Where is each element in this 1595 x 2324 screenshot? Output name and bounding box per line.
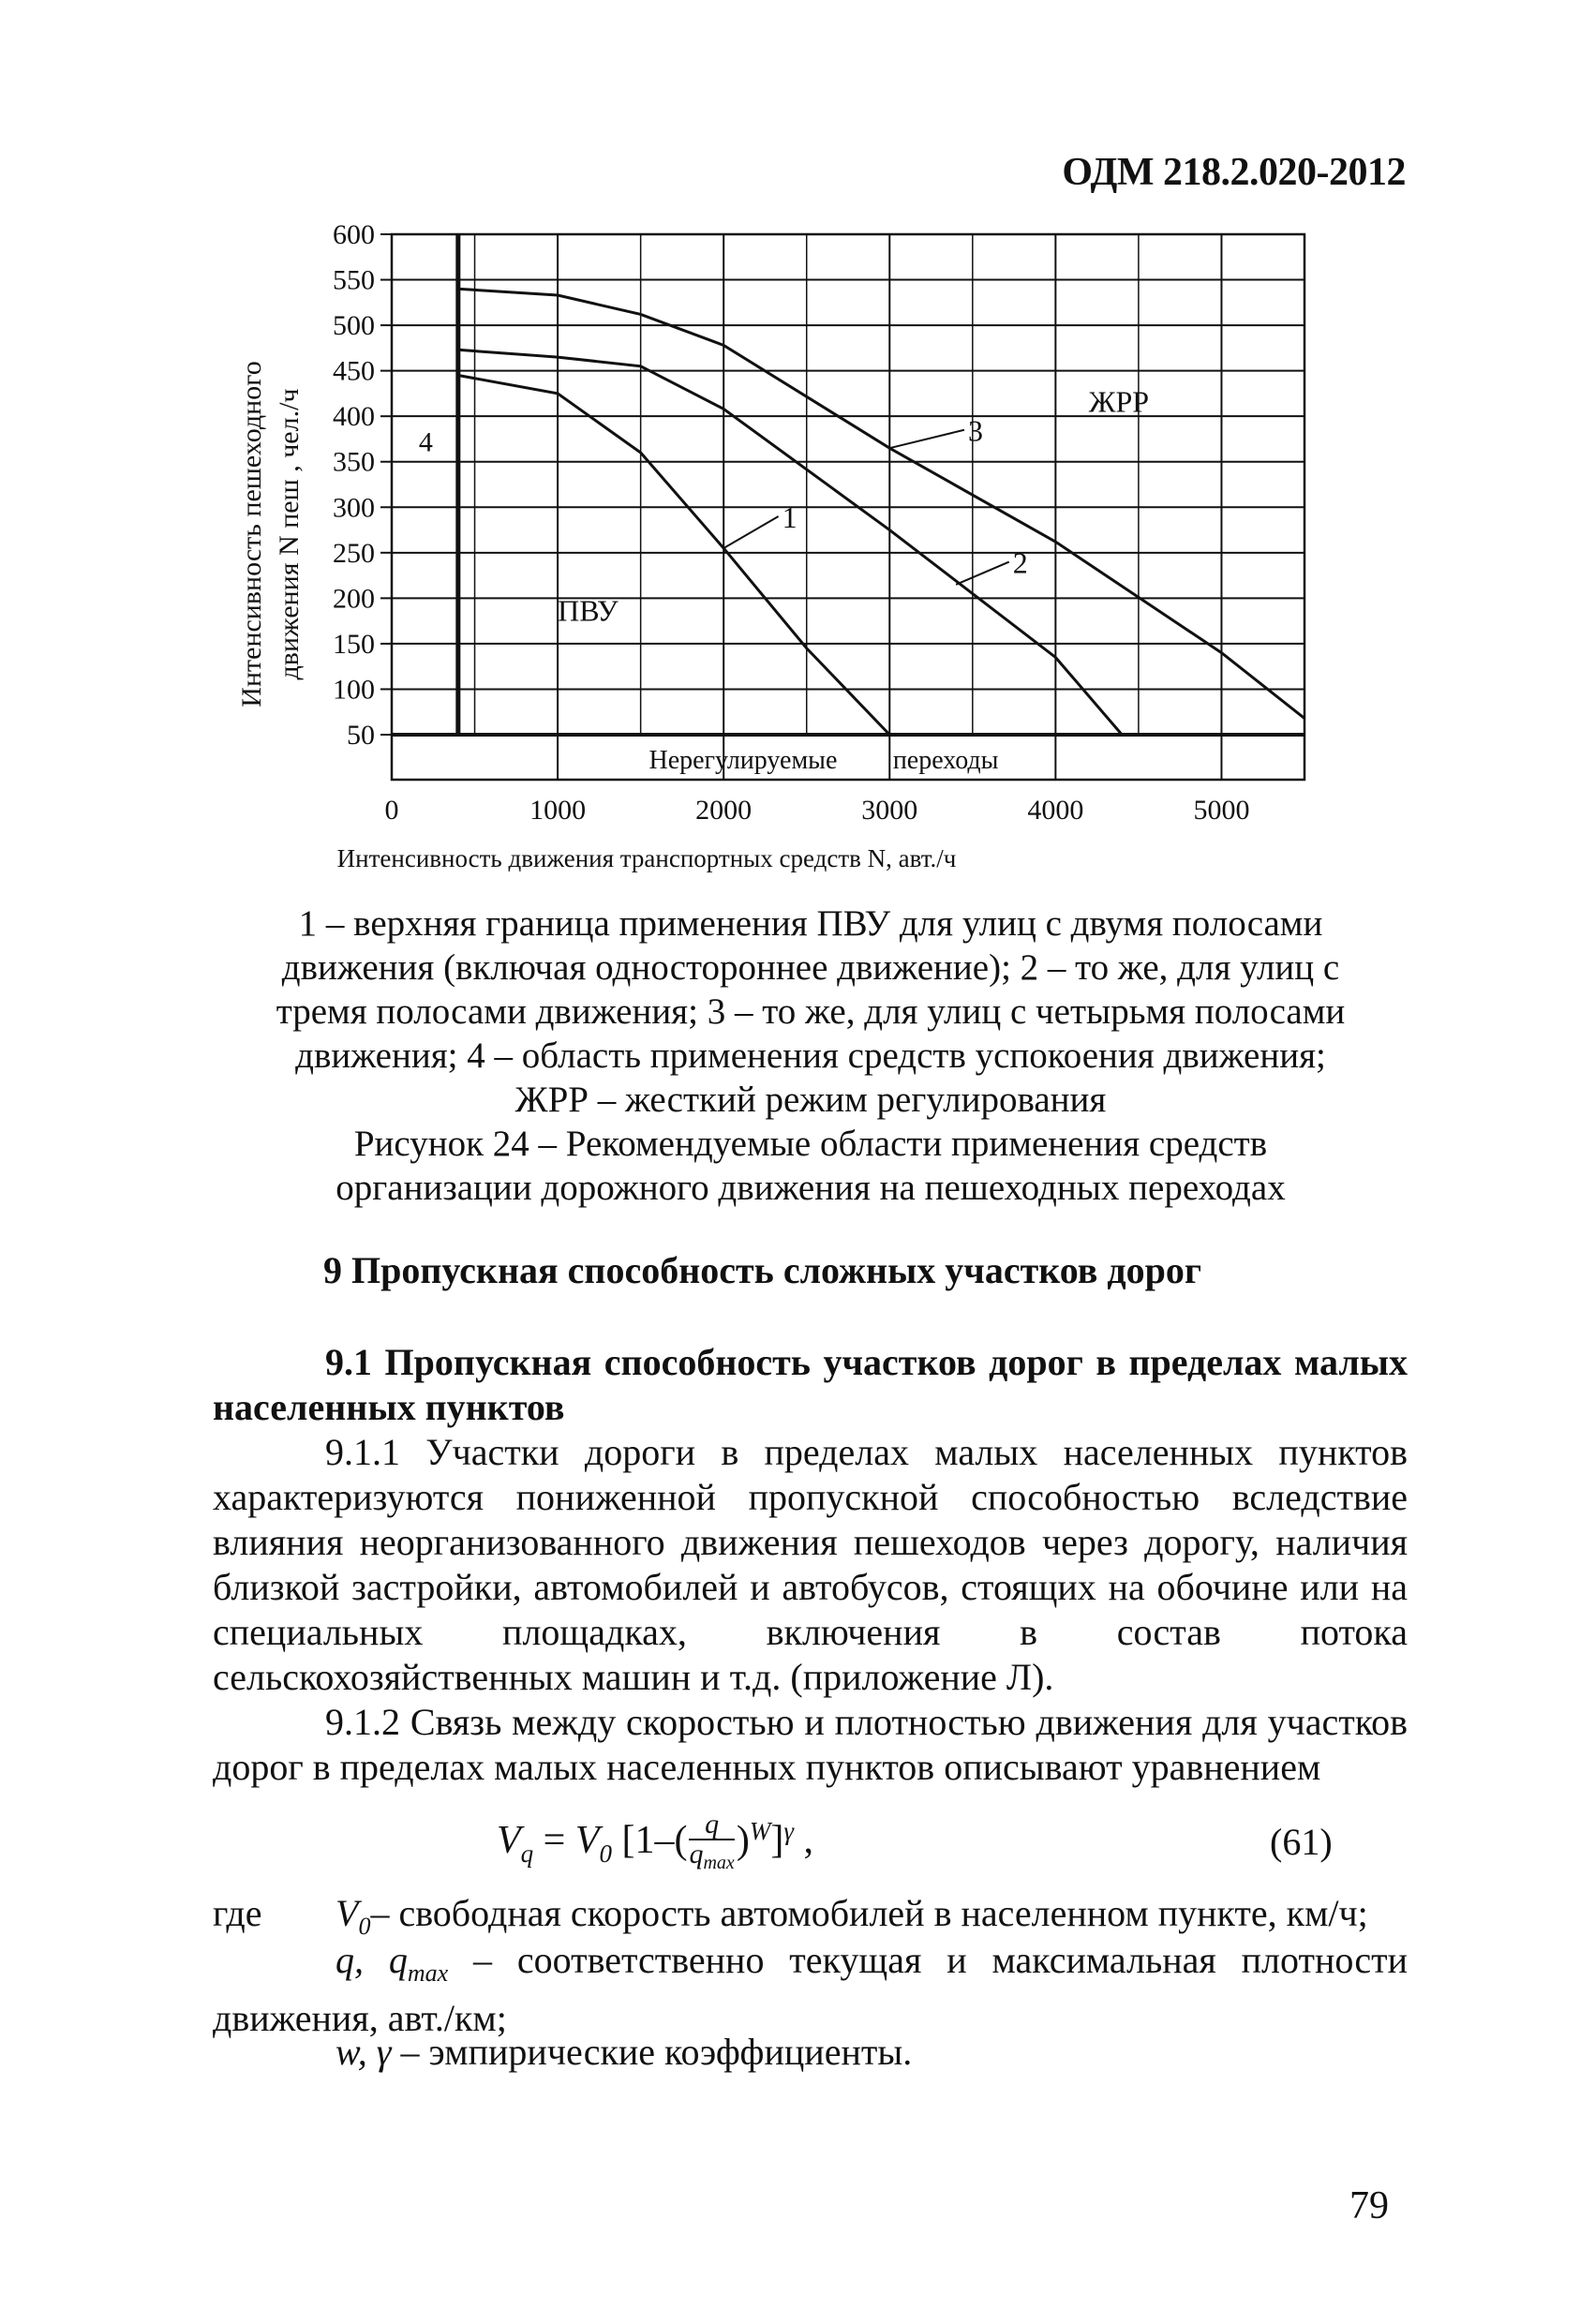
symbol-q: q, q — [335, 1939, 408, 1981]
subsection-heading: 9.1 Пропускная способность участков дорог в пределах малых населенных пунктов — [213, 1341, 1408, 1428]
formula-lhs: V — [497, 1819, 521, 1863]
definition-v0-text: – свободная скорость автомобилей в населенном пункте, км/ч; — [370, 1892, 1368, 1934]
y-tick-label: 500 — [333, 310, 375, 342]
formula-61 — [497, 1810, 813, 1877]
figure-title-line: Рисунок 24 – Рекомендуемые области применения средств — [353, 1124, 1268, 1164]
y-tick-label: 250 — [333, 537, 375, 569]
y-tick-label: 350 — [333, 446, 375, 478]
curve-label-1: 1 — [782, 499, 798, 534]
symbol-q-sub: max — [407, 1959, 449, 1987]
definition-q — [213, 1938, 1408, 2041]
formula-lhs-sub: q — [520, 1840, 534, 1869]
paragraph-9-1-1: 9.1.1 Участки дороги в пределах малых населенных пунктов характеризуются пониженной пропускной способностью вследствие влияния неорганизованного движения пешеходов через дорогу, наличия близкой застройки, автомобилей и автобусов, стоящих на обочине или на специальных площадках, включения в состав потока сельскохозяйственных машин и т.д. (приложение Л). — [213, 1431, 1408, 1698]
symbol-w-gamma: w, γ — [335, 2031, 392, 2073]
definition-v0 — [335, 1891, 1408, 1941]
chart-curves — [458, 289, 1304, 735]
definition-w-gamma — [335, 2030, 912, 2074]
curve-1 — [458, 375, 889, 735]
formula-v0-sub: 0 — [599, 1840, 612, 1869]
formula-bracket: ] — [770, 1819, 784, 1863]
x-tick-label: 4000 — [1027, 795, 1084, 826]
figure-title-line: организации дорожного движения на пешеходных переходах — [335, 1168, 1286, 1208]
crossings-label: переходы — [892, 746, 999, 775]
leader-2 — [956, 562, 1009, 585]
symbol-v0-sub: 0 — [358, 1913, 371, 1940]
x-tick-label: 5000 — [1193, 795, 1250, 826]
y-tick-label: 150 — [333, 628, 375, 660]
caption-line: 1 – верхняя граница применения ПВУ для улиц с двумя полосами — [298, 903, 1323, 944]
definition-q-text: – соответственно текущая и максимальная плотности движения, авт./км; — [213, 1939, 1408, 2039]
y-axis-label-line1: Интенсивность пешеходного — [236, 361, 267, 708]
equation-number: (61) — [1270, 1821, 1333, 1863]
figure-caption — [216, 901, 1406, 1210]
region-4-label: 4 — [418, 426, 433, 458]
y-tick-label: 200 — [333, 583, 375, 615]
paragraph-9-1-2: 9.1.2 Связь между скоростью и плотностью движения для участков дорог в пределах малых населенных пунктов описывают уравнением — [213, 1701, 1408, 1788]
unregulated-label: Нерегулируемые — [648, 746, 838, 775]
symbol-v0: V — [335, 1892, 359, 1934]
y-tick-label: 600 — [333, 219, 375, 250]
chart-regions — [392, 234, 1304, 735]
formula-denominator: $q_{max}$ — [689, 1839, 735, 1873]
y-tick-label: 300 — [333, 492, 375, 524]
formula-w: W — [749, 1817, 771, 1846]
curve-label-3: 3 — [967, 413, 983, 448]
caption-line: движения; 4 – область применения средств успокоения движения; — [295, 1035, 1326, 1076]
formula-comma: , — [793, 1819, 813, 1863]
y-tick-label: 550 — [333, 264, 375, 296]
x-tick-label: 0 — [384, 795, 399, 826]
chart — [0, 0, 1595, 937]
formula-v0: V — [574, 1819, 600, 1863]
where-word: где — [213, 1892, 262, 1934]
caption-line: движения (включая одностороннее движение); 2 – то же, для улиц с — [281, 947, 1340, 988]
section-heading: 9 Пропускная способность сложных участков дорог — [323, 1249, 1202, 1291]
y-tick-label: 400 — [333, 401, 375, 433]
x-tick-label: 1000 — [529, 795, 587, 826]
leader-1 — [723, 516, 778, 548]
curve-label-2: 2 — [1012, 545, 1028, 580]
x-axis-label: Интенсивность движения транспортных средств N, авт./ч — [336, 844, 957, 872]
x-tick-label: 2000 — [695, 795, 753, 826]
y-tick-label: 450 — [333, 355, 375, 387]
y-tick-label: 50 — [347, 720, 375, 751]
chart-annotations — [411, 384, 1149, 775]
caption-line: ЖРР – жесткий режим регулирования — [514, 1080, 1107, 1120]
formula-eq: = — [533, 1819, 575, 1863]
formula-gamma: γ — [783, 1817, 794, 1846]
page-number: 79 — [1349, 2184, 1389, 2227]
formula-fraction — [689, 1810, 734, 1877]
formula-numerator: q — [689, 1810, 734, 1840]
leader-3 — [889, 430, 964, 448]
formula-close: ) — [736, 1819, 750, 1863]
curve-3 — [458, 289, 1304, 718]
caption-line: тремя полосами движения; 3 – то же, для улиц с четырьмя полосами — [276, 991, 1346, 1032]
x-tick-label: 3000 — [861, 795, 918, 826]
document-code: ОДМ 218.2.020-2012 — [1062, 151, 1406, 194]
definition-w-text: – эмпирические коэффициенты. — [391, 2031, 913, 2073]
y-tick-label: 100 — [333, 674, 375, 706]
pvu-label: ПВУ — [558, 593, 619, 628]
chart-grid — [380, 234, 1304, 780]
formula-open: [1–( — [612, 1819, 688, 1863]
zhrr-label: ЖРР — [1088, 384, 1150, 419]
y-axis-label-line2: движения N пеш , чел./ч — [274, 388, 305, 680]
